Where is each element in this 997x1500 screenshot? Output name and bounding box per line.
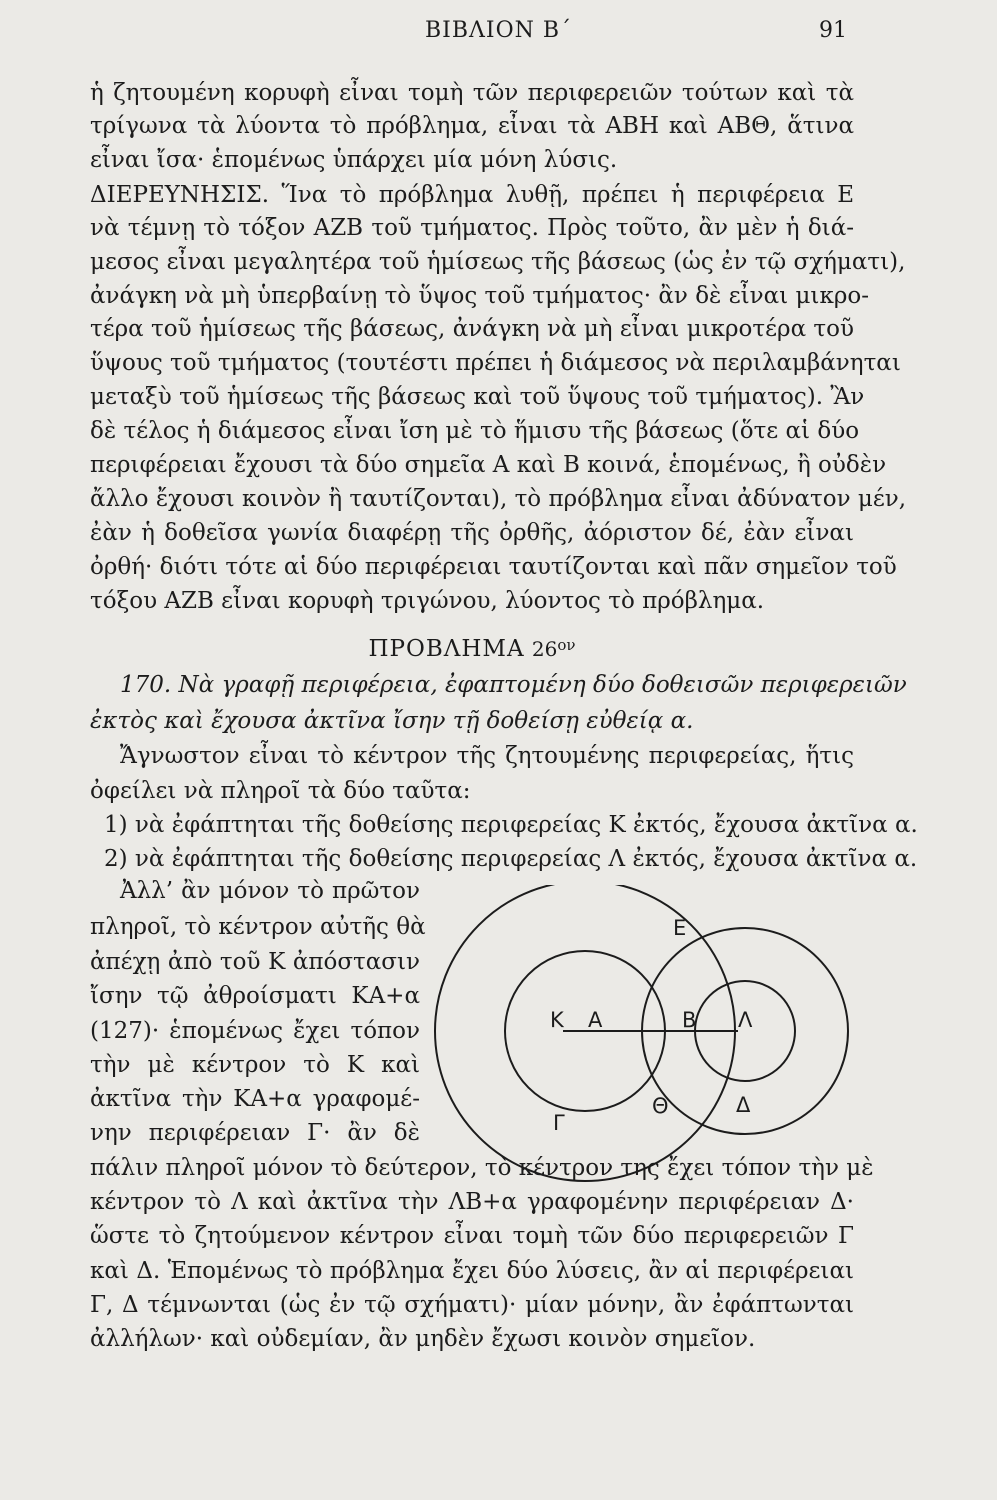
label-theta: Θ [652,1094,669,1118]
solution-line: ὀφείλει νὰ πληροῖ τὰ δύο ταῦτα: [90,778,471,804]
running-header [0,14,997,48]
text-line: τέρα τοῦ ἡμίσεως τῆς βάσεως, ἀνάγκη νὰ μὴ εἶναι μικροτέρα τοῦ [90,316,854,342]
problem-heading-label: ΠΡΟΒΛΗΜΑ [368,636,525,662]
narrow-text-line: νην περιφέρειαν Γ· ἂν δὲ [90,1120,420,1146]
geometry-figure-svg [420,885,870,1195]
text-line: ὀρθή· διότι τότε αἱ δύο περιφέρειαι ταυτίζονται καὶ πᾶν σημεῖον τοῦ [90,554,897,580]
label-k: Κ [550,1008,564,1032]
solution-condition-2: 2) νὰ ἐφάπτηται τῆς δοθείσης περιφερείας Λ ἐκτός, ἔχουσα ἀκτῖνα α. [104,846,918,872]
text-line: τρίγωνα τὰ λύοντα τὸ πρόβλημα, εἶναι τὰ ΑΒΗ καὶ ΑΒΘ, ἅτινα [90,113,854,139]
solution-line: Ἄγνωστον εἶναι τὸ κέντρον τῆς ζητουμένης περιφερείας, ἥτις [120,743,854,769]
problem-heading [90,630,854,664]
narrow-text-line: τὴν μὲ κέντρον τὸ Κ καὶ [90,1052,420,1078]
closing-line: ὥστε τὸ ζητούμενον κέντρον εἶναι τομὴ τῶν δύο περιφερειῶν Γ [90,1223,854,1249]
page-number: 91 [819,18,847,43]
closing-line: Γ, Δ τέμνωνται (ὡς ἐν τῷ σχήματι)· μίαν μόνην, ἂν ἐφάπτωνται [90,1292,854,1318]
text-line: τόξου ΑΖΒ εἶναι κορυφὴ τριγώνου, λύοντος τὸ πρόβλημα. [90,588,765,614]
text-line: νὰ τέμνῃ τὸ τόξον ΑΖΒ τοῦ τμήματος. Πρὸς τοῦτο, ἂν μὲν ἡ διά- [90,215,854,241]
solution-condition-1: 1) νὰ ἐφάπτηται τῆς δοθείσης περιφερείας Κ ἐκτός, ἔχουσα ἀκτῖνα α. [104,812,918,838]
closing-line: κέντρον τὸ Λ καὶ ἀκτῖνα τὴν ΛΒ+α γραφομένην περιφέρειαν Δ· [90,1189,854,1215]
problem-heading-number: 26 [531,637,558,661]
problem-heading-suffix: ον [557,636,576,654]
label-e: Ε [673,916,687,940]
narrow-text-line: ἀκτῖνα τὴν ΚΑ+α γραφομέ- [90,1086,420,1112]
problem-statement: ἐκτὸς καὶ ἔχουσα ἀκτῖνα ἴσην τῇ δοθείσῃ εὐθείᾳ α. [90,708,694,734]
narrow-text-line: ἴσην τῷ ἀθροίσματι ΚΑ+α [90,983,420,1009]
closing-line: πάλιν πληροῖ μόνον τὸ δεύτερον, τὸ κέντρον της ἔχει τόπον τὴν μὲ [90,1155,874,1181]
text-line: ἡ ζητουμένη κορυφὴ εἶναι τομὴ τῶν περιφερειῶν τούτων καὶ τὰ [90,80,854,106]
problem-statement: 170. Νὰ γραφῇ περιφέρεια, ἐφαπτομένη δύο δοθεισῶν περιφερειῶν [120,672,907,698]
narrow-text-line: πληροῖ, τὸ κέντρον αὐτῆς θὰ [90,914,426,940]
text-line: ἐὰν ἡ δοθεῖσα γωνία διαφέρῃ τῆς ὀρθῆς, ἀόριστον δέ, ἐὰν εἶναι [90,520,854,546]
text-line: ΔΙΕΡΕΥΝΗΣΙΣ. Ἵνα τὸ πρόβλημα λυθῇ, πρέπει ἡ περιφέρεια Ε [90,182,854,208]
closing-line: ἀλλήλων· καὶ οὐδεμίαν, ἂν μηδὲν ἔχωσι κοινὸν σημεῖον. [90,1326,756,1352]
text-line: εἶναι ἴσα· ἑπομένως ὑπάρχει μία μόνη λύσις. [90,147,618,173]
text-line: μεσος εἶναι μεγαλητέρα τοῦ ἡμίσεως τῆς βάσεως (ὡς ἐν τῷ σχήματι), [90,249,906,275]
geometry-figure [420,885,870,1195]
narrow-text-line: ἀπέχῃ ἀπὸ τοῦ Κ ἀπόστασιν [90,949,420,975]
label-lambda: Λ [738,1008,753,1032]
label-delta: Δ [736,1093,751,1117]
label-a: Α [588,1008,603,1032]
closing-line: καὶ Δ. Ἑπομένως τὸ πρόβλημα ἔχει δύο λύσεις, ἂν αἱ περιφέρειαι [90,1258,854,1284]
narrow-text-line: Ἀλλ’ ἂν μόνον τὸ πρῶτον [120,878,420,904]
narrow-text-line: (127)· ἑπομένως ἔχει τόπον [90,1018,420,1044]
text-line: ἀνάγκη νὰ μὴ ὑπερβαίνῃ τὸ ὕψος τοῦ τμήματος· ἂν δὲ εἶναι μικρο- [90,283,869,309]
text-line: περιφέρειαι ἔχουσι τὰ δύο σημεῖα Α καὶ Β κοινά, ἑπομένως, ἢ οὐδὲν [90,452,887,478]
running-title: ΒΙΒΛΙΟΝ Β΄ [424,18,573,43]
text-line: δὲ τέλος ἡ διάμεσος εἶναι ἴση μὲ τὸ ἥμισυ τῆς βάσεως (ὅτε αἱ δύο [90,418,860,444]
label-gamma: Γ [553,1111,565,1135]
text-line: ὕψους τοῦ τμήματος (τουτέστι πρέπει ἡ διάμεσος νὰ περιλαμβάνηται [90,350,901,376]
label-b: Β [682,1008,697,1032]
text-line: μεταξὺ τοῦ ἡμίσεως τῆς βάσεως καὶ τοῦ ὕψους τοῦ τμήματος). Ἂν [90,384,865,410]
circle-gamma [435,885,735,1181]
text-line: ἄλλο ἔχουσι κοινὸν ἢ ταυτίζονται), τὸ πρόβλημα εἶναι ἀδύνατον μέν, [90,486,907,512]
